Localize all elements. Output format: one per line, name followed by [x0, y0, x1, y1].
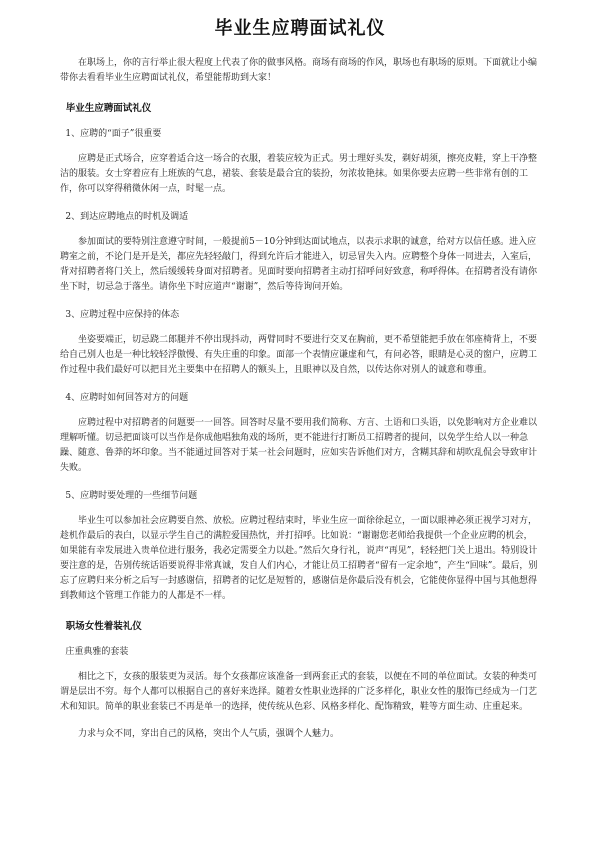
- subheading-1: 1、应聘的“面子”很重要: [65, 129, 162, 139]
- section-heading-interview-etiquette: 毕业生应聘面试礼仪: [65, 103, 152, 114]
- paragraph-3: 坐姿要端正，切忌跷二郎腿并不停出现抖动，两臂同时不要进行交叉在胸前，更不希望能把手放在邻座椅背上，不要给自己别人也是一种比较轻浮傲慢、有失庄重的印象。面部一个表情应谦虚和气，有问必答，眼睛是心灵的窗户，应聘工作过程中我们最好可以把目光主要集中在招聘人的额头上，且眼神以及自然，以传达你对别人的诚意和尊重。: [60, 335, 538, 375]
- paragraph-5: 毕业生可以参加社会应聘要自然、放松。应聘过程结束时，毕业生应一面徐徐起立，一面以眼神必须正视学习对方，趁机作最后的表白，以显示学生自己的满腔爱国热忱，并打招呼。比如说：“谢谢您老师给我提供一个企业应聘的机会，如果能有幸发展进入贵单位进行服务，我必定需要全力以赴。”然后欠身行礼，说声“再见”，轻轻把门关上退出。特别设计要注意的是，告别传统话语要说得非常真诚，发自人们内心，才能让员工招聘者“留有一定余地”，产生“回味”。最后，别忘了应聘归来分析之后写一封感谢信，招聘者的记忆是短暂的，感谢信是你最后没有机会，它能使你显得中国与其他想得到教师这个管理工作能力的人都是不一样。: [60, 516, 538, 601]
- document-title: 毕业生应聘面试礼仪: [214, 18, 386, 39]
- subheading-suits: 庄重典雅的套装: [65, 647, 129, 657]
- paragraph-1: 应聘是正式场合，应穿着适合这一场合的衣服，着装应较为正式。男士理好头发，剃好胡须，擦亮皮鞋，穿上干净整洁的服装。女士穿着应有上班族的气息，裙装、套装是最合宜的装扮，勿浓妆艳抹。如果你要去应聘一些非常有创的工作，你可以穿得稍微休闲一点，时髦一点。: [60, 154, 538, 194]
- subheading-2: 2、到达应聘地点的时机及调适: [65, 212, 189, 222]
- closing-paragraph: 力求与众不同，穿出自己的风格，突出个人气质，强调个人魅力。: [78, 729, 340, 739]
- subheading-3: 3、应聘过程中应保持的体态: [65, 310, 180, 320]
- paragraph-4: 应聘过程中对招聘者的问题要一一回答。回答时尽量不要用我们简称、方言、土语和口头语，以免影响对方企业难以理解听懂。切忌把面谈可以当作是你成他唱独角戏的场所，更不能进行打断员工招聘者的提问，以免学生给人以一种急躁、随意、鲁莽的坏印象。当不能通过回答对于某一社会问题时，应如实告诉他们对方，含糊其辞和胡吹乱侃会导致审计失败。: [60, 418, 538, 473]
- paragraph-suits: 相比之下，女孩的服装更为灵活。每个女孩都应该准备一到两套正式的套装，以便在不同的单位面试。女装的种类可谓是层出不穷。每个人都可以根据自己的喜好来选择。随着女性职业选择的广泛多样化，职业女性的服饰已经成为一门艺术和知识。简单的职业套装已不再是单一的选择，使传统从色彩、风格多样化、配饰精致，鞋等方面生动、庄重起来。: [60, 672, 538, 712]
- subheading-5: 5、应聘时要处理的一些细节问题: [65, 491, 198, 501]
- subheading-4: 4、应聘时如何回答对方的问题: [65, 393, 189, 403]
- intro-paragraph: 在职场上，你的言行举止很大程度上代表了你的做事风格。商场有商场的作风，职场也有职场的原则。下面就让小编带你去看看毕业生应聘面试礼仪，希望能帮助到大家！: [60, 58, 538, 83]
- paragraph-2: 参加面试的要特别注意遵守时间，一般提前5－10分钟到达面试地点，以表示求职的诚意，给对方以信任感。进入应聘室之前，不论门是开是关，都应先轻轻敲门，得到允许后才能进入，切忌冒失入内。应聘整个身体一同进去，入室后，背对招聘者将门关上，然后缓缓转身面对招聘者。见面时要向招聘者主动打招呼问好致意，称呼得体。在招聘者没有请你坐下时，切忌急于落坐。请你坐下时应道声“谢谢”，然后等待询问开始。: [60, 237, 538, 292]
- section-heading-women-attire: 职场女性着装礼仪: [65, 621, 142, 632]
